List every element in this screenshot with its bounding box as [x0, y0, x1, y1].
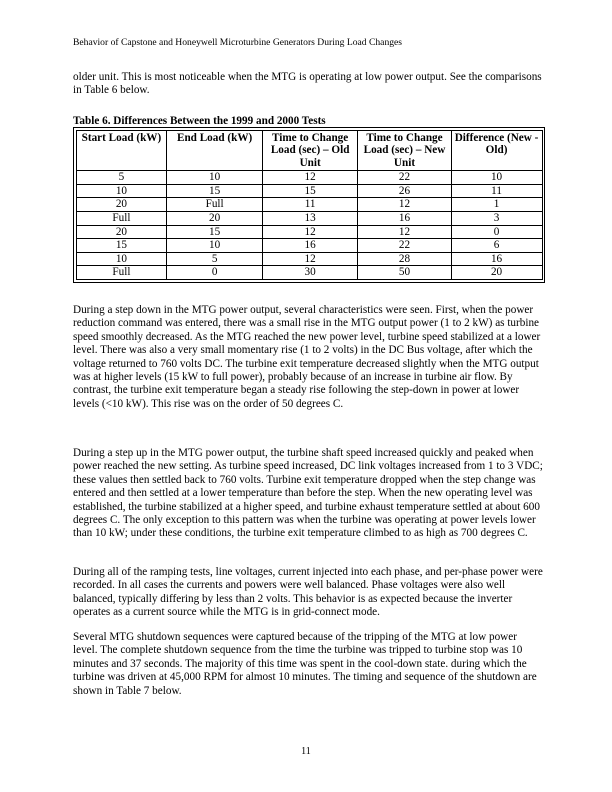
table-cell: 11 [262, 198, 358, 212]
table-cell: 20 [76, 198, 167, 212]
table-cell: 20 [451, 266, 542, 280]
table-cell: 16 [262, 239, 358, 253]
table-cell: 28 [358, 252, 451, 266]
table-cell: 22 [358, 239, 451, 253]
column-header-time-new: Time to Change Load (sec) – New Unit [358, 130, 451, 171]
column-header-difference: Difference (New - Old) [451, 130, 542, 171]
table-row [76, 171, 542, 185]
table-cell: Full [167, 198, 263, 212]
table-row [76, 225, 542, 239]
table-row [76, 212, 542, 226]
table-cell: 12 [358, 198, 451, 212]
table-cell: 5 [167, 252, 263, 266]
table-cell: 26 [358, 184, 451, 198]
table-row [76, 198, 542, 212]
table-cell: 10 [167, 171, 263, 185]
paragraph-ramping-tests: During all of the ramping tests, line voltages, current injected into each phase, and per-phase power were recorded. In all cases the currents and powers were well balanced. Phase voltages were also well balanced, typically differing by less than 2 volts. This behavior is as expected because the inverter operates as a current source while the MTG is in grid-connect mode. [73, 566, 543, 619]
table-cell: 12 [262, 225, 358, 239]
table-caption: Table 6. Differences Between the 1999 and 2000 Tests [73, 115, 326, 127]
paragraph-shutdown: Several MTG shutdown sequences were captured because of the tripping of the MTG at low power level. The complete shutdown sequence from the time the turbine was tripped to turbine stop was 10 minutes and 37 seconds. The majority of this time was spent in the cool-down state. during which the turbine was driven at 45,000 RPM for almost 10 minutes. The timing and sequence of the shutdown are shown in Table 7 below. [73, 631, 537, 697]
table-cell: 50 [358, 266, 451, 280]
table-cell: 0 [451, 225, 542, 239]
table-cell: 0 [167, 266, 263, 280]
table-row [76, 239, 542, 253]
table-cell: 12 [262, 171, 358, 185]
table-cell: 3 [451, 212, 542, 226]
table-cell: 5 [76, 171, 167, 185]
table-frame [73, 127, 545, 283]
table-row [76, 252, 542, 266]
table-cell: 6 [451, 239, 542, 253]
table-cell: Full [76, 212, 167, 226]
table-cell: 15 [167, 225, 263, 239]
table-cell: 12 [358, 225, 451, 239]
table-header-row [76, 130, 542, 171]
table-cell: 12 [262, 252, 358, 266]
column-header-end-load: End Load (kW) [167, 130, 263, 171]
table-cell: 13 [262, 212, 358, 226]
table-cell: 20 [167, 212, 263, 226]
table-cell: 16 [451, 252, 542, 266]
table-row [76, 266, 542, 280]
table-cell: 1 [451, 198, 542, 212]
table-cell: 16 [358, 212, 451, 226]
table-cell: Full [76, 266, 167, 280]
intro-paragraph: older unit. This is most noticeable when the MTG is operating at low power output. See the comparisons in Table 6 below. [73, 71, 542, 97]
table-cell: 10 [76, 184, 167, 198]
table-cell: 22 [358, 171, 451, 185]
table-cell: 15 [262, 184, 358, 198]
page-number: 11 [301, 746, 311, 757]
column-header-time-old: Time to Change Load (sec) – Old Unit [262, 130, 358, 171]
column-header-start-load: Start Load (kW) [76, 130, 167, 171]
table-cell: 10 [76, 252, 167, 266]
table-cell: 30 [262, 266, 358, 280]
table-row [76, 184, 542, 198]
paragraph-step-down: During a step down in the MTG power output, several characteristics were seen. First, when the power reduction command was entered, there was a small rise in the MTG output power (1 to 2 kW) as turbine speed smoothly decreased. As the MTG reached the new power level, turbine speed stabilized at a lower level. There was also a very small momentary rise (1 to 2 volts) in the DC Bus voltage, after which the voltage returned to 760 volts DC. The turbine exit temperature decreased slightly when the MTG output was at higher levels (15 kW to full power), probably because of an increase in turbine air flow. By contrast, the turbine exit temperature began a steady rise following the step-down in power at lower levels (<10 kW). This rise was on the order of 50 degrees C. [73, 304, 541, 410]
running-header: Behavior of Capstone and Honeywell Microturbine Generators During Load Changes [73, 37, 403, 48]
table-cell: 10 [167, 239, 263, 253]
comparison-table [76, 130, 543, 281]
paragraph-step-up: During a step up in the MTG power output, the turbine shaft speed increased quickly and peaked when power reached the new setting. As turbine speed increased, DC link voltages increased from 1 to 3 VDC; these values then settled back to 760 volts. Turbine exit temperature dropped when the step change was entered and then settled at a lower temperature than before the step. When the new operating level was established, the turbine stabilized at a higher speed, and turbine exhaust temperature settled at about 600 degrees C. The only exception to this pattern was when the turbine was operating at power levels lower than 10 kW; under these conditions, the turbine exit temperature climbed to as high as 700 degrees C. [73, 447, 543, 540]
table-cell: 10 [451, 171, 542, 185]
table-cell: 20 [76, 225, 167, 239]
table-cell: 11 [451, 184, 542, 198]
table-cell: 15 [167, 184, 263, 198]
table-cell: 15 [76, 239, 167, 253]
